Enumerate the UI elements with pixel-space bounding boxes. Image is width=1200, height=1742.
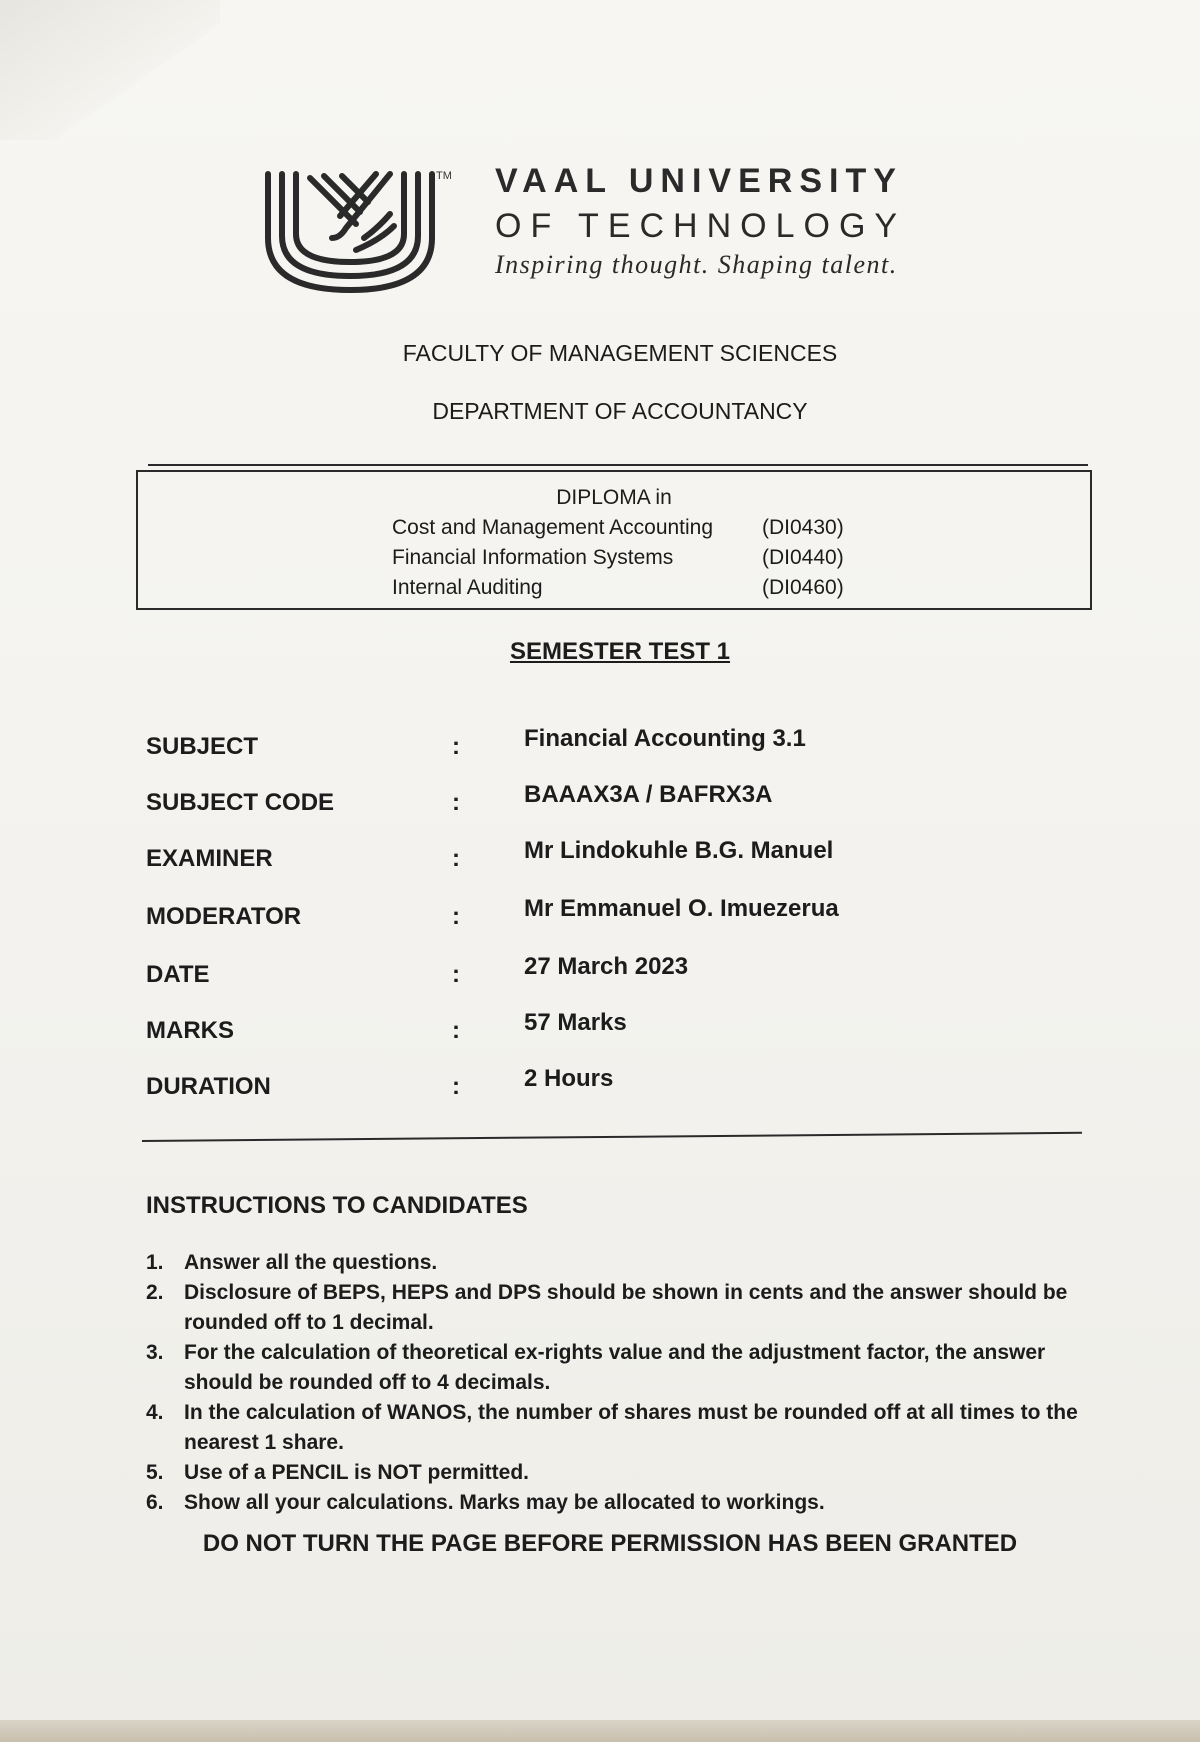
instruction-item <box>146 1488 1086 1518</box>
university-name-line2: OF TECHNOLOGY <box>495 207 907 245</box>
detail-value: 27 March 2023 <box>524 953 689 980</box>
programme-name: Cost and Management Accounting <box>392 516 714 539</box>
instruction-item <box>146 1278 1086 1338</box>
paper-fold <box>0 0 220 140</box>
programme-box <box>136 470 1092 610</box>
detail-label: MARKS <box>146 1017 234 1044</box>
detail-row-examiner <box>146 837 1046 877</box>
programme-code: (DI0430) <box>762 516 844 539</box>
detail-row-subject <box>146 725 1046 765</box>
instruction-item <box>146 1248 1086 1278</box>
detail-row-moderator <box>146 895 1046 935</box>
faculty-heading: FACULTY OF MANAGEMENT SCIENCES <box>402 340 838 366</box>
detail-label: SUBJECT <box>146 733 259 760</box>
vut-logo-icon <box>260 168 440 296</box>
detail-value: Financial Accounting 3.1 <box>524 725 806 752</box>
test-title: SEMESTER TEST 1 <box>509 638 731 665</box>
department-heading: DEPARTMENT OF ACCOUNTANCY <box>432 398 808 424</box>
detail-colon: : <box>452 1073 460 1100</box>
detail-row-subject-code <box>146 781 1046 821</box>
instruction-text: Answer all the questions. <box>184 1251 438 1274</box>
instruction-text: For the calculation of theoretical ex-rights value and the adjustment factor, the answer should be rounded off to 4 decimals. <box>184 1341 1046 1394</box>
detail-value: Mr Lindokuhle B.G. Manuel <box>524 837 834 864</box>
section-divider <box>142 1132 1082 1142</box>
programme-item <box>392 516 1092 540</box>
detail-colon: : <box>452 733 460 760</box>
detail-value: 57 Marks <box>524 1009 627 1036</box>
instruction-text: In the calculation of WANOS, the number of shares must be rounded off at all times to the nearest 1 share. <box>184 1401 1078 1454</box>
detail-value: BAAAX3A / BAFRX3A <box>524 781 773 808</box>
detail-row-date <box>146 953 1046 993</box>
detail-label: MODERATOR <box>146 903 302 930</box>
detail-colon: : <box>452 789 460 816</box>
programme-code: (DI0440) <box>762 546 844 569</box>
instruction-number: 1. <box>146 1251 164 1274</box>
university-tagline: Inspiring thought. Shaping talent. <box>495 250 898 279</box>
instruction-number: 2. <box>146 1281 164 1304</box>
programme-name: Financial Information Systems <box>392 546 674 569</box>
detail-value: 2 Hours <box>524 1065 614 1092</box>
instructions-list <box>146 1248 1086 1518</box>
detail-colon: : <box>452 961 460 988</box>
detail-colon: : <box>452 1017 460 1044</box>
permission-notice: DO NOT TURN THE PAGE BEFORE PERMISSION HAS BEEN GRANTED <box>202 1530 1018 1557</box>
programme-code: (DI0460) <box>762 576 844 599</box>
instructions-heading: INSTRUCTIONS TO CANDIDATES <box>146 1192 528 1219</box>
detail-label: EXAMINER <box>146 845 273 872</box>
detail-row-marks <box>146 1009 1046 1049</box>
instruction-number: 5. <box>146 1461 164 1484</box>
detail-colon: : <box>452 845 460 872</box>
instruction-item <box>146 1338 1086 1398</box>
detail-label: DATE <box>146 961 210 988</box>
instruction-text: Use of a PENCIL is NOT permitted. <box>184 1461 530 1484</box>
instruction-text: Disclosure of BEPS, HEPS and DPS should be shown in cents and the answer should be rounded off to 1 decimal. <box>184 1281 1068 1334</box>
detail-label: SUBJECT CODE <box>146 789 335 816</box>
detail-label: DURATION <box>146 1073 271 1100</box>
instruction-number: 3. <box>146 1341 164 1364</box>
instruction-item <box>146 1458 1086 1488</box>
instruction-text: Show all your calculations. Marks may be allocated to workings. <box>184 1491 825 1514</box>
detail-colon: : <box>452 903 460 930</box>
programme-name: Internal Auditing <box>392 576 543 599</box>
detail-row-duration <box>146 1065 1046 1105</box>
programme-item <box>392 546 1092 570</box>
university-name-line1: VAAL UNIVERSITY <box>495 162 903 200</box>
trademark-mark: TM <box>436 170 452 182</box>
instruction-item <box>146 1398 1086 1458</box>
instruction-number: 4. <box>146 1401 164 1424</box>
instruction-number: 6. <box>146 1491 164 1514</box>
detail-value: Mr Emmanuel O. Imuezerua <box>524 895 839 922</box>
paper-bottom-edge <box>0 1720 1200 1742</box>
programme-item <box>392 576 1092 600</box>
programme-title: DIPLOMA in <box>556 486 672 509</box>
